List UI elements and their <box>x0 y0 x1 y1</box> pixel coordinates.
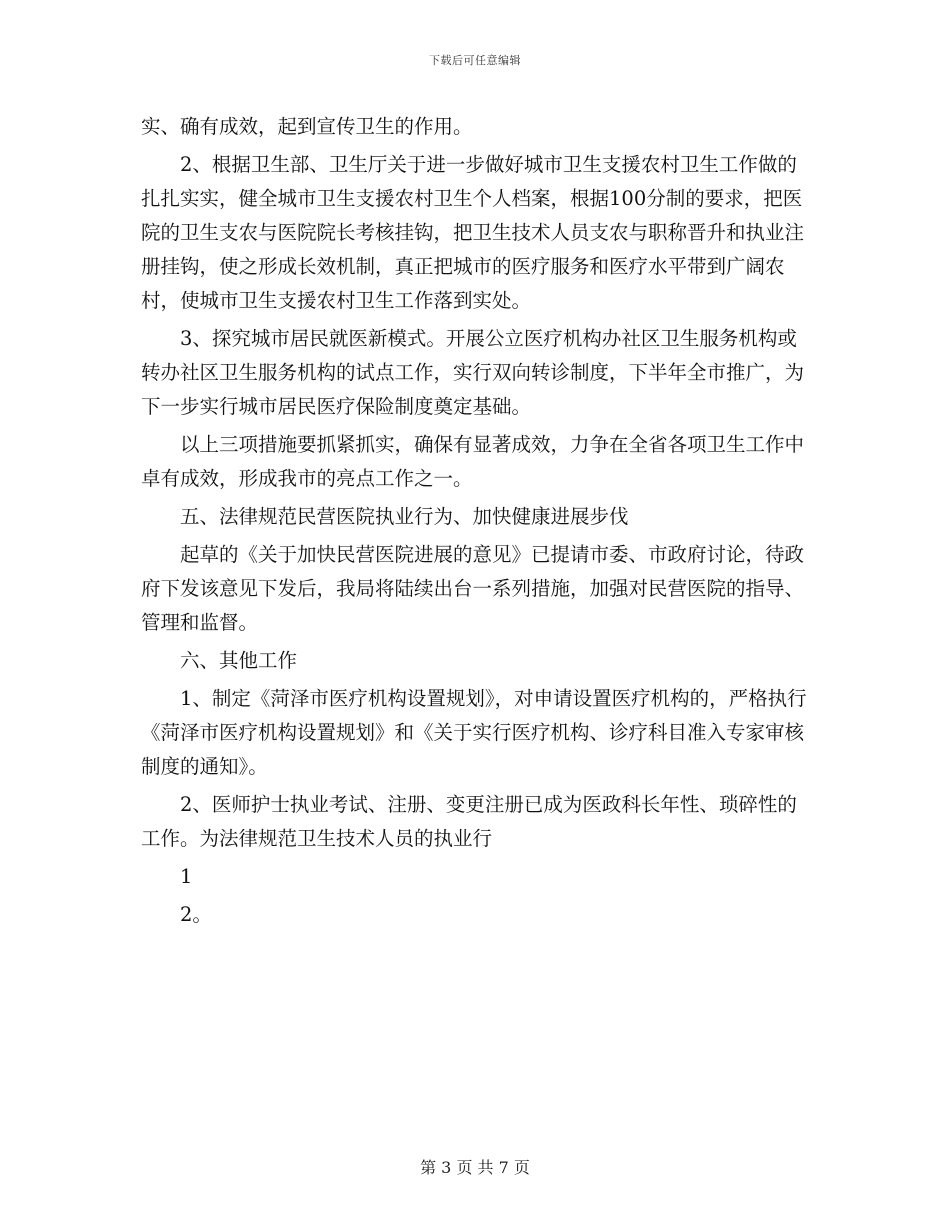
paragraph: 2、根据卫生部、卫生厅关于进一步做好城市卫生支援农村卫生工作做的扎扎实实，健全城市卫生支援农村卫生个人档案，根据100分制的要求，把医院的卫生支农与医院院长考核挂钩，把卫生技术人员支农与职称晋升和执业注册挂钩，使之形成长效机制，真正把城市的医疗服务和医疗水平带到广阔农村，使城市卫生支援农村卫生工作落到实处。 <box>141 153 805 312</box>
paragraph: 1、制定《菏泽市医疗机构设置规划》，对申请设置医疗机构的，严格执行《菏泽市医疗机构设置规划》和《关于实行医疗机构、诊疗科目准入专家审核制度的通知》。 <box>141 687 807 778</box>
paragraph: 1 <box>180 865 193 888</box>
document-body <box>141 110 811 932</box>
paragraph: 起草的《关于加快民营医院进展的意见》已提请市委、市政府讨论，待政府下发该意见下发后，我局将陆续出台一系列措施，加强对民营医院的指导、管理和监督。 <box>141 543 805 634</box>
paragraph: 3、探究城市居民就医新模式。开展公立医疗机构办社区卫生服务机构或转办社区卫生服务机构的试点工作，实行双向转诊制度，下半年全市推广，为下一步实行城市居民医疗保险制度奠定基础。 <box>141 327 805 418</box>
section-heading: 五、法律规范民营医院执业行为、加快健康进展步伐 <box>180 505 629 528</box>
paragraph: 2、医师护士执业考试、注册、变更注册已成为医政科长年性、琐碎性的工作。为法律规范卫生技术人员的执业行 <box>141 793 797 850</box>
paragraph: 实、确有成效，起到宣传卫生的作用。 <box>141 115 473 138</box>
section-heading: 六、其他工作 <box>180 649 298 672</box>
page-number: 第 3 页 共 7 页 <box>420 1158 530 1177</box>
paragraph: 以上三项措施要抓紧抓实，确保有显著成效，力争在全省各项卫生工作中卓有成效，形成我市的亮点工作之一。 <box>141 433 805 490</box>
page-header-note: 下载后可任意编辑 <box>429 54 521 67</box>
paragraph: 2。 <box>180 903 212 926</box>
